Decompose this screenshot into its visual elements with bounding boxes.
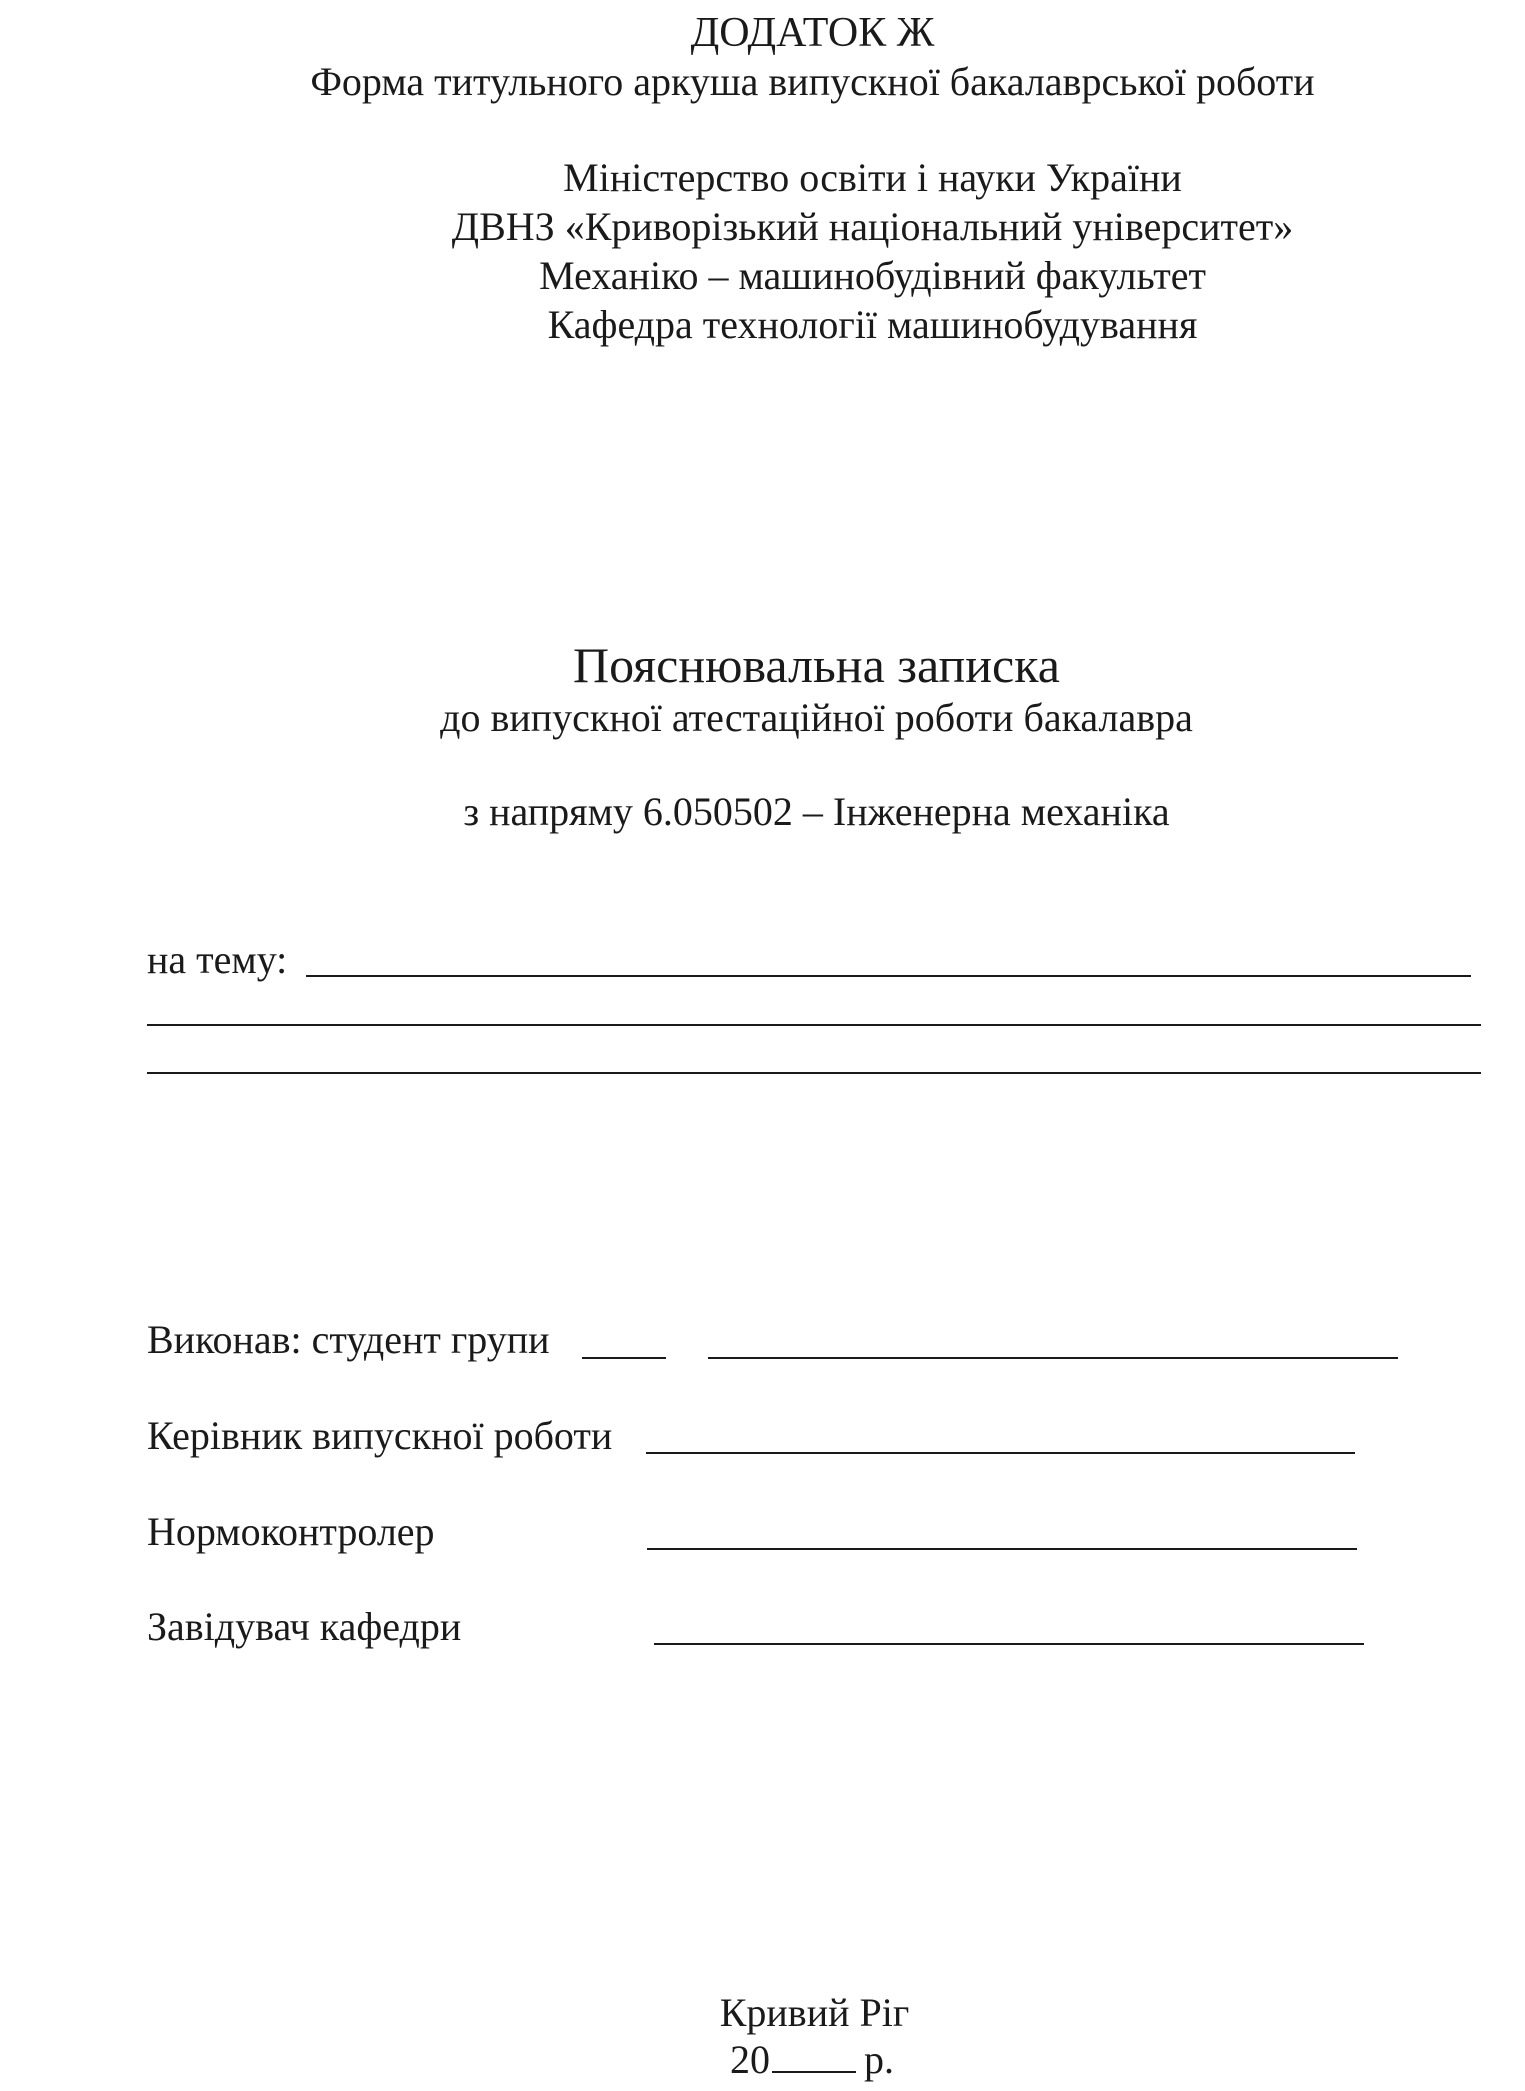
supervisor-name-line[interactable] [646,1452,1355,1454]
head-name-line[interactable] [654,1643,1364,1645]
normcontroller-name-line[interactable] [647,1548,1357,1550]
topic-label: на тему: [147,937,288,982]
appendix-heading: ДОДАТОК Ж [690,10,935,56]
city-name: Кривий Ріг [719,1990,910,2035]
supervisor-label: Керівник випускної роботи [147,1413,613,1458]
year-prefix: 20 [730,2037,770,2082]
topic-input-line-2[interactable] [147,1024,1481,1026]
student-name-line[interactable] [708,1357,1398,1359]
topic-input-line-1[interactable] [306,975,1471,977]
faculty-name: Механіко – машинобудівний факультет [539,253,1206,298]
year-suffix: р. [864,2037,894,2082]
document-title: Пояснювальна записка [573,637,1060,693]
study-direction: з напряму 6.050502 – Інженерна механіка [463,789,1170,834]
head-label: Завідувач кафедри [147,1604,462,1649]
department-name: Кафедра технології машинобудування [547,302,1198,347]
university-name: ДВНЗ «Криворізький національний університет» [451,204,1294,249]
student-group-line[interactable] [582,1357,666,1359]
normcontroller-label: Нормоконтролер [147,1509,435,1554]
year-blank[interactable] [772,2041,856,2073]
ministry-name: Міністерство освіти і науки України [563,155,1182,200]
document-subtitle: до випускної атестаційної роботи бакалавра [440,695,1193,740]
student-label: Виконав: студент групи [147,1317,550,1362]
form-title: Форма титульного аркуша випускної бакалаврської роботи [310,59,1315,104]
year-line [730,2037,894,2082]
topic-input-line-3[interactable] [147,1072,1481,1074]
